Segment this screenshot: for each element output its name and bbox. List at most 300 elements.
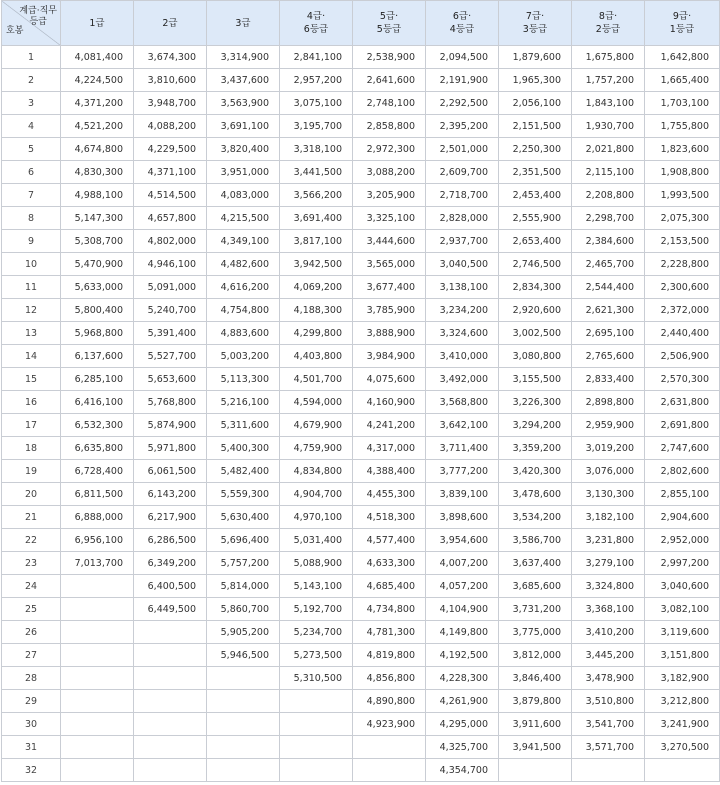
salary-cell: 6,449,500	[134, 598, 207, 621]
salary-cell: 4,521,200	[61, 115, 134, 138]
step-cell: 7	[2, 184, 61, 207]
salary-cell	[207, 690, 280, 713]
table-row	[2, 529, 720, 552]
column-header-7: 7급· 3등급	[499, 1, 572, 46]
salary-cell: 5,630,400	[207, 506, 280, 529]
table-row	[2, 552, 720, 575]
salary-cell: 3,195,700	[280, 115, 353, 138]
salary-cell	[499, 759, 572, 782]
salary-cell: 3,846,400	[499, 667, 572, 690]
salary-cell: 2,959,900	[572, 414, 645, 437]
salary-cell: 3,368,100	[572, 598, 645, 621]
salary-cell: 5,905,200	[207, 621, 280, 644]
salary-cell: 3,879,800	[499, 690, 572, 713]
table-row	[2, 483, 720, 506]
salary-cell	[61, 644, 134, 667]
salary-cell: 5,234,700	[280, 621, 353, 644]
salary-cell: 1,757,200	[572, 69, 645, 92]
salary-cell: 6,400,500	[134, 575, 207, 598]
salary-cell: 2,841,100	[280, 46, 353, 69]
salary-cell: 3,182,900	[645, 667, 720, 690]
salary-cell: 3,566,200	[280, 184, 353, 207]
salary-cell: 5,391,400	[134, 322, 207, 345]
salary-cell: 2,765,600	[572, 345, 645, 368]
salary-cell	[207, 736, 280, 759]
salary-cell: 1,993,500	[645, 184, 720, 207]
column-header-8: 8급· 2등급	[572, 1, 645, 46]
salary-cell: 3,951,000	[207, 161, 280, 184]
salary-cell: 4,325,700	[426, 736, 499, 759]
salary-cell: 3,226,300	[499, 391, 572, 414]
step-cell: 20	[2, 483, 61, 506]
step-cell: 12	[2, 299, 61, 322]
salary-cell: 4,946,100	[134, 253, 207, 276]
table-row	[2, 345, 720, 368]
salary-cell: 3,777,200	[426, 460, 499, 483]
salary-cell: 4,759,900	[280, 437, 353, 460]
step-cell: 16	[2, 391, 61, 414]
salary-cell: 1,642,800	[645, 46, 720, 69]
salary-cell: 3,205,900	[353, 184, 426, 207]
salary-cell: 2,021,800	[572, 138, 645, 161]
salary-cell: 6,285,100	[61, 368, 134, 391]
salary-cell: 2,834,300	[499, 276, 572, 299]
salary-cell: 4,007,200	[426, 552, 499, 575]
salary-cell	[61, 575, 134, 598]
salary-cell: 4,802,000	[134, 230, 207, 253]
salary-cell: 4,633,300	[353, 552, 426, 575]
salary-cell: 2,904,600	[645, 506, 720, 529]
salary-cell: 2,833,400	[572, 368, 645, 391]
salary-cell: 1,823,600	[645, 138, 720, 161]
salary-cell: 3,685,600	[499, 575, 572, 598]
salary-cell: 2,228,800	[645, 253, 720, 276]
salary-cell: 3,691,100	[207, 115, 280, 138]
salary-cell: 3,478,900	[572, 667, 645, 690]
column-header-3: 3급	[207, 1, 280, 46]
salary-cell: 2,250,300	[499, 138, 572, 161]
salary-cell: 3,942,500	[280, 253, 353, 276]
table-row	[2, 391, 720, 414]
salary-cell: 5,088,900	[280, 552, 353, 575]
salary-cell: 1,879,600	[499, 46, 572, 69]
salary-cell: 1,965,300	[499, 69, 572, 92]
salary-cell: 3,151,800	[645, 644, 720, 667]
salary-cell: 5,308,700	[61, 230, 134, 253]
salary-cell: 5,216,100	[207, 391, 280, 414]
salary-cell: 5,757,200	[207, 552, 280, 575]
salary-cell: 2,151,500	[499, 115, 572, 138]
salary-cell: 3,941,500	[499, 736, 572, 759]
step-cell: 30	[2, 713, 61, 736]
table-row	[2, 506, 720, 529]
salary-cell: 5,968,800	[61, 322, 134, 345]
salary-cell: 2,855,100	[645, 483, 720, 506]
salary-cell: 3,510,800	[572, 690, 645, 713]
step-cell: 1	[2, 46, 61, 69]
salary-cell: 2,300,600	[645, 276, 720, 299]
salary-cell: 5,800,400	[61, 299, 134, 322]
salary-cell	[61, 690, 134, 713]
salary-cell: 6,286,500	[134, 529, 207, 552]
table-row	[2, 299, 720, 322]
salary-cell: 4,317,000	[353, 437, 426, 460]
salary-cell: 3,445,200	[572, 644, 645, 667]
salary-cell: 1,665,400	[645, 69, 720, 92]
salary-cell: 3,441,500	[280, 161, 353, 184]
step-cell: 11	[2, 276, 61, 299]
column-header-2: 2급	[134, 1, 207, 46]
step-cell: 13	[2, 322, 61, 345]
step-cell: 2	[2, 69, 61, 92]
step-cell: 18	[2, 437, 61, 460]
table-row	[2, 667, 720, 690]
salary-cell: 5,559,300	[207, 483, 280, 506]
salary-cell	[280, 759, 353, 782]
salary-cell: 7,013,700	[61, 552, 134, 575]
salary-cell: 3,076,000	[572, 460, 645, 483]
table-row	[2, 368, 720, 391]
salary-cell: 3,075,100	[280, 92, 353, 115]
salary-cell: 3,586,700	[499, 529, 572, 552]
salary-cell	[134, 713, 207, 736]
salary-cell: 4,104,900	[426, 598, 499, 621]
step-cell: 9	[2, 230, 61, 253]
salary-cell: 3,359,200	[499, 437, 572, 460]
salary-cell	[280, 736, 353, 759]
salary-cell: 3,677,400	[353, 276, 426, 299]
table-row	[2, 644, 720, 667]
table-row	[2, 92, 720, 115]
salary-cell: 4,594,000	[280, 391, 353, 414]
salary-cell: 4,518,300	[353, 506, 426, 529]
salary-cell: 4,830,300	[61, 161, 134, 184]
salary-cell: 5,310,500	[280, 667, 353, 690]
salary-cell: 4,349,100	[207, 230, 280, 253]
step-cell: 27	[2, 644, 61, 667]
salary-cell: 4,970,100	[280, 506, 353, 529]
corner-header-cell	[2, 1, 61, 46]
salary-cell: 3,731,200	[499, 598, 572, 621]
salary-cell: 3,691,400	[280, 207, 353, 230]
salary-cell: 5,874,900	[134, 414, 207, 437]
salary-cell: 5,273,500	[280, 644, 353, 667]
salary-cell	[61, 598, 134, 621]
salary-cell: 3,130,300	[572, 483, 645, 506]
salary-cell: 2,298,700	[572, 207, 645, 230]
salary-cell: 3,839,100	[426, 483, 499, 506]
step-cell: 17	[2, 414, 61, 437]
table-row	[2, 184, 720, 207]
salary-cell: 3,231,800	[572, 529, 645, 552]
column-header-4: 4급· 6등급	[280, 1, 353, 46]
salary-cell: 6,061,500	[134, 460, 207, 483]
salary-cell: 4,754,800	[207, 299, 280, 322]
table-row	[2, 414, 720, 437]
salary-cell: 1,703,100	[645, 92, 720, 115]
salary-cell: 4,577,400	[353, 529, 426, 552]
salary-cell: 3,642,100	[426, 414, 499, 437]
salary-cell: 4,616,200	[207, 276, 280, 299]
salary-cell: 6,728,400	[61, 460, 134, 483]
salary-cell: 3,541,700	[572, 713, 645, 736]
salary-cell: 5,482,400	[207, 460, 280, 483]
salary-cell: 2,747,600	[645, 437, 720, 460]
salary-cell	[134, 667, 207, 690]
salary-cell: 4,354,700	[426, 759, 499, 782]
salary-cell: 3,002,500	[499, 322, 572, 345]
salary-cell	[572, 759, 645, 782]
salary-cell: 5,633,000	[61, 276, 134, 299]
step-cell: 10	[2, 253, 61, 276]
table-row	[2, 253, 720, 276]
salary-cell: 3,444,600	[353, 230, 426, 253]
salary-cell: 3,785,900	[353, 299, 426, 322]
salary-cell: 2,748,100	[353, 92, 426, 115]
salary-cell	[134, 736, 207, 759]
column-header-1: 1급	[61, 1, 134, 46]
salary-cell: 1,675,800	[572, 46, 645, 69]
salary-cell: 3,318,100	[280, 138, 353, 161]
salary-cell: 4,228,300	[426, 667, 499, 690]
salary-cell: 2,094,500	[426, 46, 499, 69]
salary-cell: 2,191,900	[426, 69, 499, 92]
salary-cell: 3,325,100	[353, 207, 426, 230]
salary-cell: 3,420,300	[499, 460, 572, 483]
salary-cell: 2,538,900	[353, 46, 426, 69]
salary-cell: 4,455,300	[353, 483, 426, 506]
salary-cell: 3,563,900	[207, 92, 280, 115]
salary-cell: 4,856,800	[353, 667, 426, 690]
salary-cell: 2,802,600	[645, 460, 720, 483]
salary-cell: 2,208,800	[572, 184, 645, 207]
salary-cell: 2,384,600	[572, 230, 645, 253]
salary-cell	[61, 713, 134, 736]
table-row	[2, 161, 720, 184]
step-cell: 3	[2, 92, 61, 115]
salary-cell: 6,635,800	[61, 437, 134, 460]
salary-cell: 2,609,700	[426, 161, 499, 184]
salary-cell: 5,113,300	[207, 368, 280, 391]
salary-cell: 2,746,500	[499, 253, 572, 276]
salary-cell: 4,514,500	[134, 184, 207, 207]
salary-cell: 4,295,000	[426, 713, 499, 736]
salary-cell: 5,470,900	[61, 253, 134, 276]
salary-cell: 5,147,300	[61, 207, 134, 230]
salary-cell: 3,019,200	[572, 437, 645, 460]
salary-cell: 3,984,900	[353, 345, 426, 368]
step-cell: 6	[2, 161, 61, 184]
salary-cell: 2,570,300	[645, 368, 720, 391]
salary-cell: 2,075,300	[645, 207, 720, 230]
salary-cell: 6,532,300	[61, 414, 134, 437]
table-row	[2, 322, 720, 345]
column-header-6: 6급· 4등급	[426, 1, 499, 46]
salary-cell: 5,527,700	[134, 345, 207, 368]
salary-cell: 5,003,200	[207, 345, 280, 368]
salary-cell: 4,685,400	[353, 575, 426, 598]
salary-cell	[134, 644, 207, 667]
salary-cell: 2,997,200	[645, 552, 720, 575]
salary-cell: 3,155,500	[499, 368, 572, 391]
step-cell: 14	[2, 345, 61, 368]
salary-cell: 4,188,300	[280, 299, 353, 322]
table-row	[2, 759, 720, 782]
salary-cell: 4,069,200	[280, 276, 353, 299]
salary-cell: 4,781,300	[353, 621, 426, 644]
salary-cell: 3,119,600	[645, 621, 720, 644]
step-cell: 21	[2, 506, 61, 529]
salary-cell: 3,314,900	[207, 46, 280, 69]
salary-cell: 1,930,700	[572, 115, 645, 138]
table-row	[2, 575, 720, 598]
step-cell: 28	[2, 667, 61, 690]
salary-cell: 3,234,200	[426, 299, 499, 322]
salary-cell: 4,088,200	[134, 115, 207, 138]
salary-cell: 3,534,200	[499, 506, 572, 529]
salary-cell: 4,988,100	[61, 184, 134, 207]
salary-cell: 2,972,300	[353, 138, 426, 161]
salary-cell: 2,465,700	[572, 253, 645, 276]
salary-cell: 3,088,200	[353, 161, 426, 184]
salary-cell: 2,641,600	[353, 69, 426, 92]
salary-cell: 6,888,000	[61, 506, 134, 529]
salary-cell: 4,160,900	[353, 391, 426, 414]
salary-cell: 3,812,000	[499, 644, 572, 667]
salary-cell: 6,956,100	[61, 529, 134, 552]
column-header-5: 5급· 5등급	[353, 1, 426, 46]
salary-cell: 4,081,400	[61, 46, 134, 69]
salary-cell	[61, 667, 134, 690]
table-row	[2, 713, 720, 736]
salary-cell: 3,478,600	[499, 483, 572, 506]
salary-cell: 3,948,700	[134, 92, 207, 115]
salary-cell: 4,657,800	[134, 207, 207, 230]
salary-cell: 2,555,900	[499, 207, 572, 230]
salary-cell: 2,952,000	[645, 529, 720, 552]
salary-cell	[280, 690, 353, 713]
salary-cell: 2,695,100	[572, 322, 645, 345]
table-row	[2, 736, 720, 759]
salary-cell: 4,819,800	[353, 644, 426, 667]
header-row	[2, 1, 720, 46]
salary-cell: 3,294,200	[499, 414, 572, 437]
step-cell: 8	[2, 207, 61, 230]
salary-cell: 6,811,500	[61, 483, 134, 506]
salary-cell: 2,937,700	[426, 230, 499, 253]
salary-cell: 3,279,100	[572, 552, 645, 575]
salary-cell: 3,138,100	[426, 276, 499, 299]
salary-cell: 4,371,100	[134, 161, 207, 184]
salary-cell: 3,270,500	[645, 736, 720, 759]
salary-cell: 2,292,500	[426, 92, 499, 115]
salary-cell: 2,828,000	[426, 207, 499, 230]
step-cell: 32	[2, 759, 61, 782]
table-row	[2, 437, 720, 460]
salary-cell: 3,954,600	[426, 529, 499, 552]
table-row	[2, 276, 720, 299]
salary-cell: 5,768,800	[134, 391, 207, 414]
step-cell: 5	[2, 138, 61, 161]
salary-cell: 4,883,600	[207, 322, 280, 345]
salary-cell: 4,299,800	[280, 322, 353, 345]
salary-cell: 2,957,200	[280, 69, 353, 92]
step-cell: 29	[2, 690, 61, 713]
step-cell: 23	[2, 552, 61, 575]
salary-cell: 4,215,500	[207, 207, 280, 230]
salary-cell: 3,775,000	[499, 621, 572, 644]
salary-cell: 4,679,900	[280, 414, 353, 437]
salary-cell	[134, 759, 207, 782]
step-cell: 15	[2, 368, 61, 391]
salary-cell: 2,372,000	[645, 299, 720, 322]
salary-cell: 2,501,000	[426, 138, 499, 161]
salary-cell: 5,091,000	[134, 276, 207, 299]
salary-cell: 3,492,000	[426, 368, 499, 391]
salary-cell: 2,115,100	[572, 161, 645, 184]
salary-cell: 3,241,900	[645, 713, 720, 736]
salary-cell: 4,734,800	[353, 598, 426, 621]
table-row	[2, 207, 720, 230]
salary-cell: 3,817,100	[280, 230, 353, 253]
salary-cell: 2,920,600	[499, 299, 572, 322]
salary-cell: 5,696,400	[207, 529, 280, 552]
step-cell: 25	[2, 598, 61, 621]
salary-cell: 3,437,600	[207, 69, 280, 92]
salary-cell: 4,241,200	[353, 414, 426, 437]
salary-cell: 1,755,800	[645, 115, 720, 138]
salary-cell: 2,631,800	[645, 391, 720, 414]
salary-cell: 5,971,800	[134, 437, 207, 460]
salary-cell: 5,400,300	[207, 437, 280, 460]
salary-cell: 3,410,200	[572, 621, 645, 644]
salary-cell: 3,040,600	[645, 575, 720, 598]
salary-cell: 5,031,400	[280, 529, 353, 552]
salary-cell: 6,137,600	[61, 345, 134, 368]
salary-cell: 4,192,500	[426, 644, 499, 667]
salary-cell: 3,410,000	[426, 345, 499, 368]
salary-cell: 2,056,100	[499, 92, 572, 115]
salary-cell: 4,083,000	[207, 184, 280, 207]
salary-cell: 3,898,600	[426, 506, 499, 529]
salary-cell	[207, 713, 280, 736]
salary-cell: 3,637,400	[499, 552, 572, 575]
salary-cell: 5,653,600	[134, 368, 207, 391]
table-row	[2, 690, 720, 713]
table-row	[2, 115, 720, 138]
salary-cell	[207, 759, 280, 782]
column-header-9: 9급· 1등급	[645, 1, 720, 46]
salary-cell	[61, 736, 134, 759]
salary-table	[1, 0, 720, 782]
corner-grade-label: 계급·직무 등급	[19, 6, 57, 27]
salary-cell	[134, 690, 207, 713]
salary-cell	[61, 621, 134, 644]
salary-cell: 6,349,200	[134, 552, 207, 575]
salary-cell: 5,143,100	[280, 575, 353, 598]
salary-cell: 4,229,500	[134, 138, 207, 161]
salary-cell: 5,814,000	[207, 575, 280, 598]
salary-cell	[61, 759, 134, 782]
salary-cell: 3,182,100	[572, 506, 645, 529]
table-body	[2, 46, 720, 782]
step-cell: 22	[2, 529, 61, 552]
salary-cell: 5,240,700	[134, 299, 207, 322]
salary-cell: 3,212,800	[645, 690, 720, 713]
table-row	[2, 69, 720, 92]
salary-cell: 2,621,300	[572, 299, 645, 322]
salary-cell: 5,860,700	[207, 598, 280, 621]
